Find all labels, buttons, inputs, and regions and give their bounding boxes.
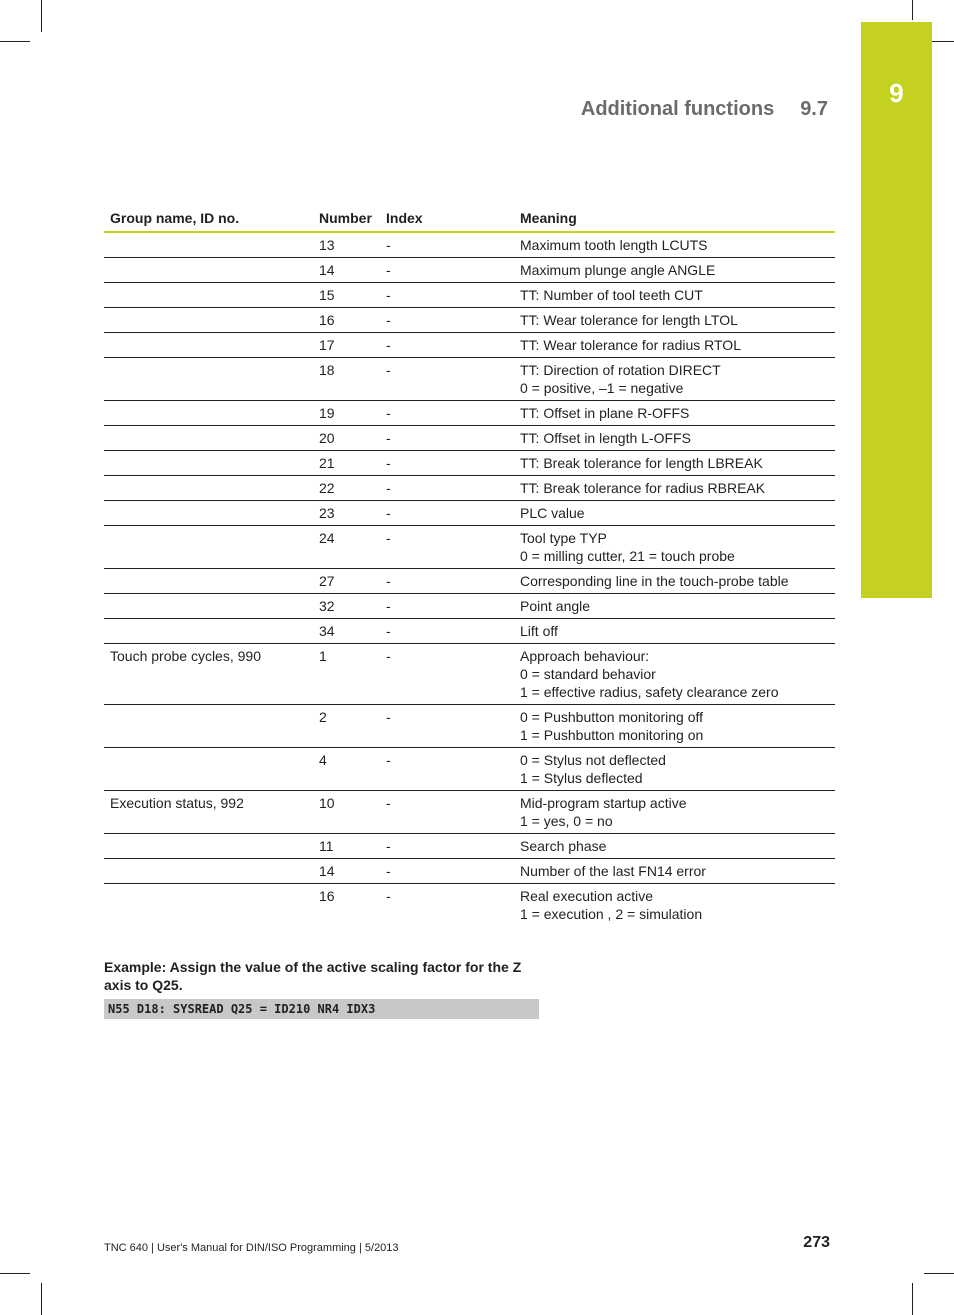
cell-number: 14 bbox=[313, 859, 380, 884]
table-row bbox=[104, 619, 835, 644]
meaning-line: TT: Break tolerance for length LBREAK bbox=[520, 455, 763, 471]
cell-number: 18 bbox=[313, 358, 380, 401]
cell-number: 24 bbox=[313, 526, 380, 569]
table-row bbox=[104, 333, 835, 358]
cell-meaning bbox=[514, 594, 835, 619]
cell-index: - bbox=[380, 644, 514, 705]
cell-index: - bbox=[380, 258, 514, 283]
crop-mark bbox=[0, 41, 30, 42]
meaning-line: 1 = yes, 0 = no bbox=[520, 813, 613, 829]
cell-group bbox=[104, 569, 313, 594]
cell-index: - bbox=[380, 526, 514, 569]
meaning-line: Maximum plunge angle ANGLE bbox=[520, 262, 716, 278]
table-row bbox=[104, 644, 835, 705]
cell-group bbox=[104, 476, 313, 501]
cell-meaning bbox=[514, 358, 835, 401]
meaning-line: Lift off bbox=[520, 623, 558, 639]
cell-index: - bbox=[380, 308, 514, 333]
cell-index: - bbox=[380, 358, 514, 401]
cell-meaning bbox=[514, 258, 835, 283]
cell-number: 11 bbox=[313, 834, 380, 859]
table-row bbox=[104, 834, 835, 859]
meaning-line: TT: Offset in plane R-OFFS bbox=[520, 405, 690, 421]
table-row bbox=[104, 258, 835, 283]
column-header-meaning: Meaning bbox=[514, 207, 835, 232]
cell-group: Execution status, 992 bbox=[104, 791, 313, 834]
table-row bbox=[104, 401, 835, 426]
table-row bbox=[104, 308, 835, 333]
cell-number: 13 bbox=[313, 232, 380, 258]
cell-group bbox=[104, 594, 313, 619]
cell-group bbox=[104, 526, 313, 569]
footer-text: TNC 640 | User's Manual for DIN/ISO Programming | 5/2013 bbox=[104, 1242, 399, 1254]
cell-group bbox=[104, 333, 313, 358]
meaning-line: Real execution active bbox=[520, 888, 654, 904]
meaning-line: TT: Number of tool teeth CUT bbox=[520, 287, 703, 303]
cell-index: - bbox=[380, 283, 514, 308]
cell-group bbox=[104, 401, 313, 426]
meaning-line: 0 = Stylus not deflected bbox=[520, 752, 666, 768]
cell-meaning bbox=[514, 644, 835, 705]
chapter-number: 9 bbox=[889, 78, 904, 108]
table-row bbox=[104, 476, 835, 501]
cell-group bbox=[104, 451, 313, 476]
meaning-line: TT: Wear tolerance for radius RTOL bbox=[520, 337, 741, 353]
table-row bbox=[104, 791, 835, 834]
cell-number: 19 bbox=[313, 401, 380, 426]
cell-index: - bbox=[380, 748, 514, 791]
crop-mark bbox=[0, 1273, 30, 1274]
table-row bbox=[104, 526, 835, 569]
cell-index: - bbox=[380, 426, 514, 451]
cell-group: Touch probe cycles, 990 bbox=[104, 644, 313, 705]
meaning-line: TT: Wear tolerance for length LTOL bbox=[520, 312, 738, 328]
meaning-line: 0 = standard behavior bbox=[520, 666, 656, 682]
cell-meaning bbox=[514, 569, 835, 594]
cell-index: - bbox=[380, 594, 514, 619]
cell-meaning bbox=[514, 476, 835, 501]
table-row bbox=[104, 232, 835, 258]
cell-meaning bbox=[514, 859, 835, 884]
table-row bbox=[104, 705, 835, 748]
meaning-line: 0 = Pushbutton monitoring off bbox=[520, 709, 704, 725]
table-row bbox=[104, 426, 835, 451]
example-title: Example: Assign the value of the active scaling factor for the Z axis to Q25. bbox=[104, 959, 522, 993]
table-row bbox=[104, 451, 835, 476]
cell-group bbox=[104, 283, 313, 308]
cell-meaning bbox=[514, 308, 835, 333]
crop-mark bbox=[41, 0, 42, 32]
cell-index: - bbox=[380, 476, 514, 501]
page-number: 273 bbox=[803, 1234, 830, 1251]
meaning-line: TT: Offset in length L-OFFS bbox=[520, 430, 691, 446]
cell-index: - bbox=[380, 859, 514, 884]
cell-number: 34 bbox=[313, 619, 380, 644]
table-row bbox=[104, 884, 835, 927]
cell-number: 15 bbox=[313, 283, 380, 308]
meaning-line: PLC value bbox=[520, 505, 585, 521]
cell-number: 16 bbox=[319, 888, 335, 904]
crop-mark bbox=[912, 1283, 913, 1315]
cell-meaning bbox=[514, 232, 835, 258]
table-header-row bbox=[104, 207, 835, 232]
cell-group bbox=[104, 834, 313, 859]
table-row bbox=[104, 283, 835, 308]
table-row bbox=[104, 859, 835, 884]
cell-group bbox=[104, 308, 313, 333]
header-section: 9.7 bbox=[800, 98, 828, 120]
crop-mark bbox=[41, 1283, 42, 1315]
cell-group bbox=[104, 258, 313, 283]
cell-group bbox=[104, 859, 313, 884]
cell-index: - bbox=[380, 232, 514, 258]
meaning-line: Mid-program startup active bbox=[520, 795, 687, 811]
cell-index: - bbox=[380, 401, 514, 426]
meaning-line: 1 = execution , 2 = simulation bbox=[520, 906, 703, 922]
meaning-line: Tool type TYP bbox=[520, 530, 607, 546]
crop-mark bbox=[924, 1273, 954, 1274]
meaning-line: 0 = positive, –1 = negative bbox=[520, 380, 684, 396]
cell-group bbox=[104, 748, 313, 791]
cell-number: 10 bbox=[313, 791, 380, 834]
meaning-line: Search phase bbox=[520, 838, 607, 854]
cell-meaning bbox=[514, 791, 835, 834]
cell-group bbox=[104, 705, 313, 748]
cell-number: 4 bbox=[313, 748, 380, 791]
meaning-line: Number of the last FN14 error bbox=[520, 863, 706, 879]
table-row bbox=[104, 501, 835, 526]
cell-number: 1 bbox=[313, 644, 380, 705]
code-block: N55 D18: SYSREAD Q25 = ID210 NR4 IDX3 bbox=[104, 999, 539, 1019]
meaning-line: Approach behaviour: bbox=[520, 648, 650, 664]
column-header-group: Group name, ID no. bbox=[104, 207, 313, 232]
cell-meaning bbox=[514, 333, 835, 358]
cell-meaning bbox=[514, 884, 835, 927]
table-body bbox=[104, 232, 835, 926]
cell-meaning bbox=[514, 834, 835, 859]
cell-group bbox=[104, 232, 313, 258]
meaning-line: TT: Break tolerance for radius RBREAK bbox=[520, 480, 766, 496]
table-row bbox=[104, 358, 835, 401]
cell-group bbox=[104, 358, 313, 401]
cell-meaning bbox=[514, 426, 835, 451]
cell-meaning bbox=[514, 526, 835, 569]
cell-number: 32 bbox=[313, 594, 380, 619]
cell-meaning bbox=[514, 748, 835, 791]
cell-number: 14 bbox=[313, 258, 380, 283]
cell-meaning bbox=[514, 501, 835, 526]
meaning-line: Maximum tooth length LCUTS bbox=[520, 237, 708, 253]
meaning-line: 1 = effective radius, safety clearance zero bbox=[520, 684, 779, 700]
header-title: Additional functions bbox=[580, 98, 775, 120]
cell-index: - bbox=[386, 888, 391, 904]
cell-meaning bbox=[514, 283, 835, 308]
table-row bbox=[104, 569, 835, 594]
cell-number: 17 bbox=[313, 333, 380, 358]
chapter-tab bbox=[861, 22, 932, 598]
cell-group bbox=[104, 426, 313, 451]
cell-index: - bbox=[380, 501, 514, 526]
cell-index: - bbox=[380, 705, 514, 748]
cell-index: - bbox=[380, 451, 514, 476]
column-header-number: Number bbox=[313, 207, 380, 232]
cell-index: - bbox=[380, 333, 514, 358]
table-row bbox=[104, 594, 835, 619]
cell-number: 16 bbox=[313, 308, 380, 333]
cell-number: 22 bbox=[313, 476, 380, 501]
meaning-line: 1 = Pushbutton monitoring on bbox=[520, 727, 704, 743]
crop-mark bbox=[912, 0, 913, 20]
meaning-line: Point angle bbox=[520, 598, 591, 614]
parameter-table bbox=[104, 207, 835, 926]
cell-meaning bbox=[514, 401, 835, 426]
meaning-line: TT: Direction of rotation DIRECT bbox=[520, 362, 721, 378]
cell-meaning bbox=[514, 451, 835, 476]
cell-group bbox=[104, 501, 313, 526]
table-row bbox=[104, 748, 835, 791]
cell-index: - bbox=[380, 569, 514, 594]
cell-group bbox=[104, 619, 313, 644]
cell-index: - bbox=[380, 834, 514, 859]
meaning-line: 0 = milling cutter, 21 = touch probe bbox=[520, 548, 735, 564]
cell-number: 20 bbox=[313, 426, 380, 451]
cell-number: 27 bbox=[313, 569, 380, 594]
meaning-line: Corresponding line in the touch-probe table bbox=[520, 573, 789, 589]
cell-group bbox=[104, 884, 313, 927]
cell-index: - bbox=[380, 791, 514, 834]
cell-index: - bbox=[380, 619, 514, 644]
cell-number: 23 bbox=[313, 501, 380, 526]
cell-meaning bbox=[514, 705, 835, 748]
meaning-line: 1 = Stylus deflected bbox=[520, 770, 643, 786]
cell-number: 2 bbox=[313, 705, 380, 748]
cell-number: 21 bbox=[313, 451, 380, 476]
column-header-index: Index bbox=[380, 207, 514, 232]
cell-meaning bbox=[514, 619, 835, 644]
page-header bbox=[560, 98, 828, 121]
